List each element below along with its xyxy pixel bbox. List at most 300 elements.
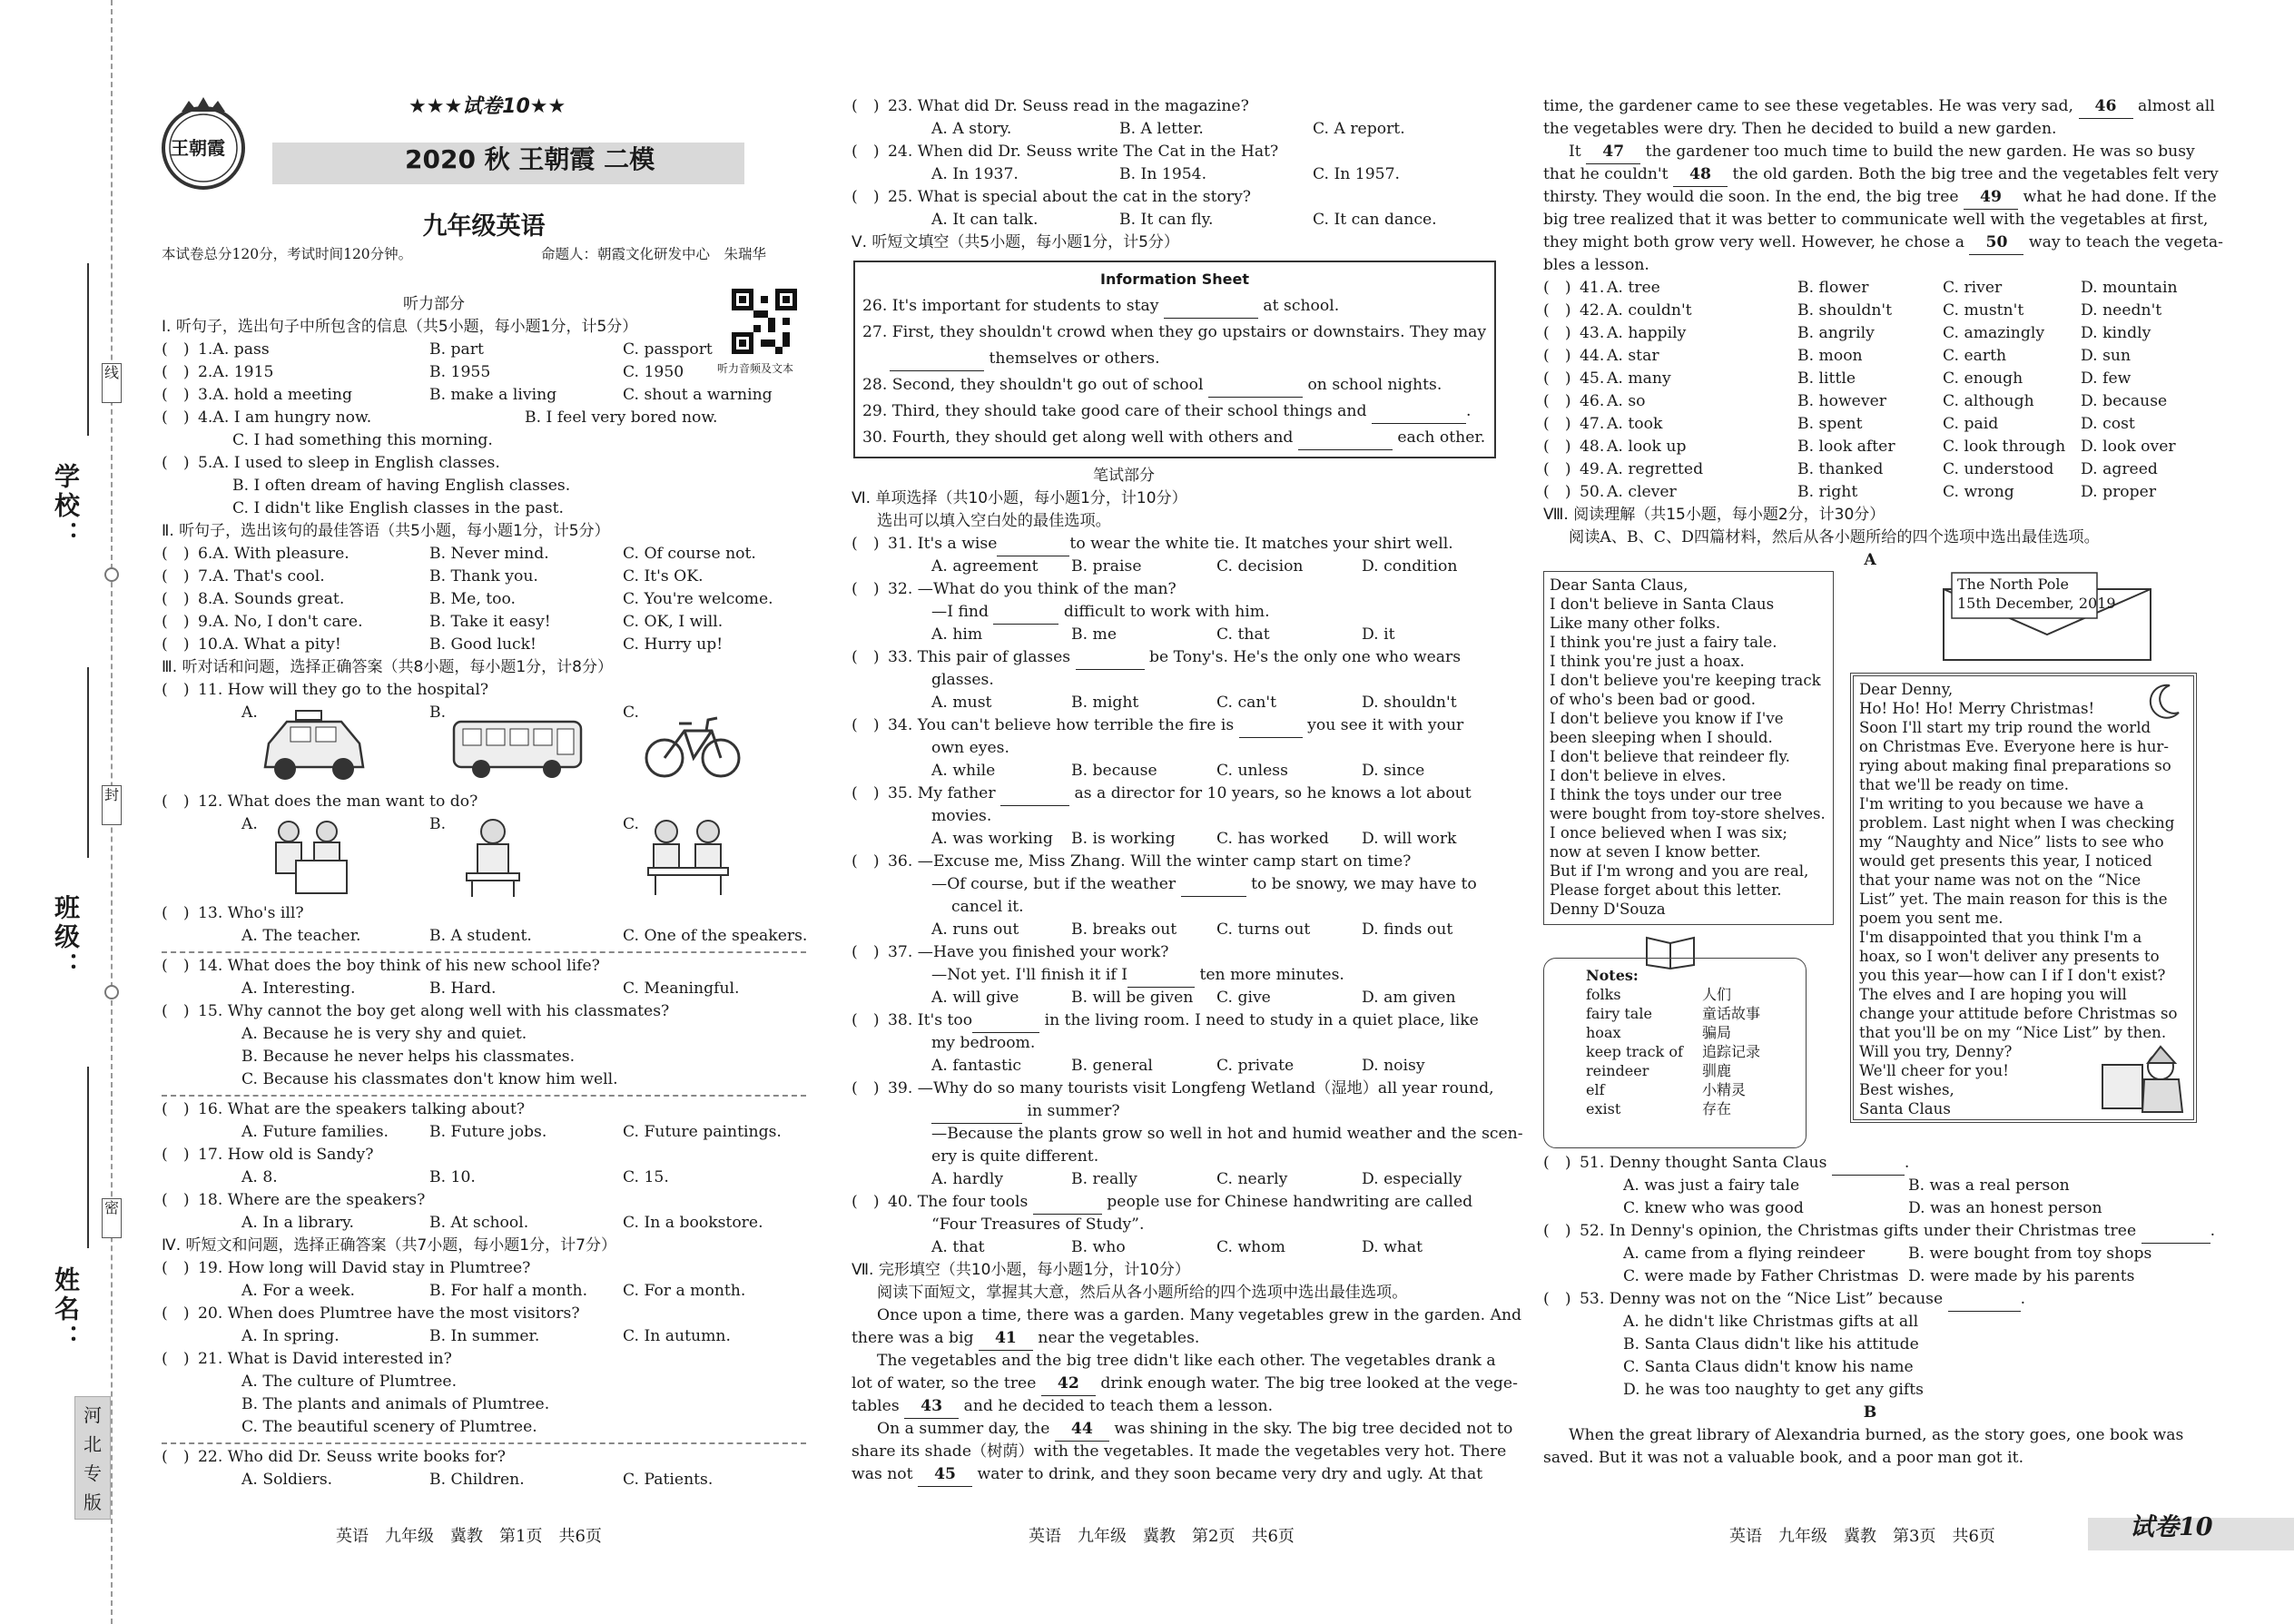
- question-number: 9.: [198, 613, 213, 631]
- question-12: ( ) 12. What does the man want to do?: [162, 792, 478, 811]
- question-9: ( ) 9.A. No, I don't care. B. Take it easy! C. OK, I will.: [162, 611, 806, 634]
- question-36: ( ) 36. —Excuse me, Miss Zhang. Will the winter camp start on time?: [852, 852, 1412, 871]
- question-text: 34. You can't believe how terrible the fire is: [888, 716, 1235, 734]
- question-number: 10.: [198, 635, 223, 654]
- answer-paren[interactable]: ( ): [1543, 415, 1571, 433]
- question-18-options: [162, 1212, 806, 1235]
- answer-paren[interactable]: ( ): [1543, 347, 1571, 365]
- option-a: A. tree: [1607, 279, 1660, 297]
- footer-paper-tag: 试卷10: [2130, 1513, 2213, 1541]
- option-a: A. will give: [931, 989, 1019, 1007]
- letter-line: rying about making final preparations so: [1859, 757, 2171, 774]
- letter-line: I once believed when I was six;: [1550, 824, 1788, 842]
- option-d: D. shouldn't: [1362, 694, 1457, 712]
- blank-text: each other.: [1397, 428, 1486, 447]
- cloze-fragment: the gardener too much time to build the new garden. He was so busy: [1645, 143, 2195, 161]
- cloze-fragment: what he had done. If the: [2023, 188, 2217, 206]
- option-b: B. was a real person: [1908, 1176, 2070, 1195]
- letter-line: that your name was not on the “Nice: [1859, 871, 2141, 889]
- option-b: B. angrily: [1797, 324, 1875, 342]
- question-2: ( ) 2.A. 1915 B. 1955 C. 1950: [162, 361, 806, 384]
- question-text: 20. When does Plumtree have the most visitors?: [198, 1304, 580, 1323]
- footer-page-1: 英语 九年级 冀教 第1页 共6页: [336, 1527, 602, 1546]
- note-row: [1586, 985, 1795, 1004]
- note-meaning: 驯鹿: [1702, 1062, 1732, 1079]
- answer-paren[interactable]: ( ): [1543, 438, 1571, 456]
- question-52-options: [1543, 1265, 2197, 1288]
- seal-mark-mi: 密: [102, 1198, 122, 1238]
- question-text: in summer?: [1027, 1102, 1120, 1120]
- option-c: C. It's OK.: [623, 567, 704, 586]
- cloze-question: [1543, 458, 2197, 481]
- class-line: [87, 667, 89, 858]
- moon-icon: [2142, 682, 2182, 722]
- option-c: C. amazingly: [1943, 324, 2045, 342]
- answer-blank[interactable]: [1164, 295, 1258, 319]
- name-label: 姓名：: [51, 1266, 81, 1353]
- answer-blank[interactable]: [1208, 374, 1303, 398]
- answer-paren[interactable]: ( ): [1543, 369, 1571, 388]
- question-38-cont: my bedroom.: [931, 1034, 1036, 1052]
- option-c: C. private: [1216, 1057, 1295, 1075]
- question-text: 31. It's a wise: [888, 535, 998, 553]
- cloze-blank-48: 48: [1673, 163, 1728, 187]
- question-10: ( ) 10.A. What a pity! B. Good luck! C. Hurry up!: [162, 634, 806, 656]
- envelope-line: 15th December, 2019: [1957, 595, 2116, 612]
- option-a: A. Interesting.: [241, 979, 356, 998]
- option-b: B. me: [1071, 625, 1117, 644]
- option-b: B. were bought from toy shops: [1908, 1245, 2152, 1263]
- question-text: you see it with your: [1307, 716, 1464, 734]
- option-b: B. In 1954.: [1119, 165, 1207, 183]
- question-36-cont: cancel it.: [951, 898, 1024, 916]
- cloze-fragment: tables: [852, 1397, 900, 1415]
- option-a: A. hardly: [931, 1170, 1004, 1188]
- cloze-fragment: that he couldn't: [1543, 165, 1669, 183]
- question-number: 1.: [198, 340, 213, 359]
- option-d: D. condition: [1362, 557, 1458, 576]
- question-text: 53. Denny was not on the “Nice List” because: [1580, 1290, 1944, 1308]
- option-a: A. A story.: [931, 120, 1012, 138]
- question-40: ( ) 40. The four tools people use for Chinese handwriting are called: [852, 1191, 1503, 1214]
- blank-text: 26. It's important for students to stay: [862, 297, 1159, 315]
- letter-line: List” yet. The main reason for this is the: [1859, 891, 2168, 908]
- question-32: ( ) 32. —What do you think of the man?: [852, 580, 1177, 598]
- cloze-fragment: near the vegetables.: [1038, 1329, 1200, 1347]
- note-term: folks: [1586, 986, 1621, 1003]
- taxi-icon: [260, 707, 369, 784]
- reading-b-text: When the great library of Alexandria burned, as the story goes, one book was: [1569, 1426, 2184, 1444]
- question-40-cont: “Four Treasures of Study”.: [931, 1216, 1145, 1234]
- option-b: B. A letter.: [1119, 120, 1204, 138]
- option-d: D. agreed: [2081, 460, 2158, 478]
- cloze-text: [1543, 141, 2197, 163]
- option-c: C. You're welcome.: [623, 590, 773, 608]
- option-b: B. Hard.: [429, 979, 497, 998]
- question-number: 48.: [1580, 438, 1605, 456]
- cloze-text: [852, 1395, 1503, 1418]
- option-c: C. river: [1943, 279, 2003, 297]
- notes-list: [1586, 985, 1795, 1118]
- option-b: B. It can fly.: [1119, 211, 1214, 229]
- letter-line: Ho! Ho! Ho! Merry Christmas!: [1859, 700, 2095, 717]
- cloze-question: [1543, 368, 2197, 390]
- blank-29: [862, 400, 1487, 427]
- information-sheet: [853, 261, 1496, 458]
- blank-text: themselves or others.: [989, 349, 1160, 368]
- cloze-questions: [1543, 277, 2197, 504]
- cloze-fragment: water to drink, and they soon became very dry and ugly. At that: [977, 1465, 1483, 1483]
- option-b: B. because: [1071, 762, 1157, 780]
- option-b: B. Santa Claus didn't like his attitude: [1623, 1335, 1919, 1353]
- letter-line: hoax, so I won't deliver any presents to: [1859, 948, 2160, 965]
- cloze-fragment: and he decided to teach them a lesson.: [963, 1397, 1274, 1415]
- option-b: B. The plants and animals of Plumtree.: [241, 1395, 550, 1413]
- question-text: 13. Who's ill?: [198, 904, 304, 922]
- question-11-pictures: [162, 702, 806, 791]
- question-text: 38. It's too: [888, 1011, 973, 1029]
- question-18: ( ) 18. Where are the speakers?: [162, 1191, 426, 1209]
- option-c: C. turns out: [1216, 920, 1311, 939]
- person-studying-icon: [461, 817, 525, 899]
- picture-label-b: B.: [429, 704, 447, 722]
- option-c: C. whom: [1216, 1238, 1285, 1256]
- option-d: D. finds out: [1362, 920, 1453, 939]
- cloze-fragment: the old garden. Both the big tree and the vegetables felt very: [1732, 165, 2219, 183]
- option-d: D. needn't: [2081, 301, 2162, 320]
- cloze-text: the vegetables were dry. Then he decided to build a new garden.: [1543, 120, 2057, 138]
- note-term: exist: [1586, 1100, 1621, 1117]
- cloze-question: [1543, 436, 2197, 458]
- letter-line: I'm disappointed that you think I'm a: [1859, 929, 2142, 946]
- question-35-options: [852, 828, 1503, 851]
- option-c: C. Meaningful.: [623, 979, 740, 998]
- letter-line: Please forget about this letter.: [1550, 881, 1782, 899]
- option-b: B. will be given: [1071, 989, 1194, 1007]
- question-text: 23. What did Dr. Seuss read in the magazine?: [888, 97, 1249, 115]
- cloze-question: [1543, 345, 2197, 368]
- option-b: B. I often dream of having English classes.: [232, 477, 571, 495]
- option-d: D. look over: [2081, 438, 2176, 456]
- option-b: B. 10.: [429, 1168, 476, 1186]
- option-a: A. regretted: [1607, 460, 1704, 478]
- question-34-cont: own eyes.: [931, 739, 1009, 757]
- answer-blank[interactable]: [890, 348, 984, 371]
- question-number: 45.: [1580, 369, 1605, 388]
- question-16: ( ) 16. What are the speakers talking about?: [162, 1100, 526, 1118]
- question-19-options: [162, 1280, 806, 1303]
- section-5-title: Ⅴ. 听短文填空（共5小题，每小题1分，计5分）: [852, 233, 1179, 251]
- option-a: A. In spring.: [241, 1327, 340, 1345]
- cloze-question: [1543, 481, 2197, 504]
- section-6-sub: 选出可以填入空白处的最佳选项。: [877, 512, 1111, 530]
- option-a: A. In a library.: [241, 1214, 354, 1232]
- envelope-line: The North Pole: [1957, 576, 2069, 593]
- option-a: A. so: [1607, 392, 1646, 410]
- santa-claus-icon: [2097, 1043, 2188, 1116]
- option-c: C. paid: [1943, 415, 1999, 433]
- option-b: B. shouldn't: [1797, 301, 1893, 320]
- question-39-cont: —Because the plants grow so well in hot and humid weather and the scen-: [931, 1125, 1523, 1143]
- people-at-counter-icon: [269, 817, 350, 899]
- picture-label-c: C.: [623, 815, 640, 833]
- blank-27: 27. First, they shouldn't crowd when they go upstairs or downstairs. They may: [862, 323, 1487, 341]
- question-number: 49.: [1580, 460, 1605, 478]
- option-a: A. 8.: [241, 1168, 278, 1186]
- question-33: ( ) 33. This pair of glasses be Tony's. He's the only one who wears: [852, 646, 1503, 669]
- school-label: 学校：: [51, 463, 81, 550]
- letter-line: problem. Last night when I was checking: [1859, 814, 2175, 832]
- option-c: C. were made by Father Christmas: [1623, 1267, 1899, 1285]
- note-term: fairy tale: [1586, 1005, 1652, 1022]
- option-a: A. was working: [931, 830, 1053, 848]
- letter-line: Dear Santa Claus,: [1550, 576, 1689, 594]
- option-a: A. Sounds great.: [212, 590, 345, 608]
- option-a: A. No, I don't care.: [212, 613, 363, 631]
- cloze-fragment: thirsty. They would die soon. In the end, the big tree: [1543, 188, 1959, 206]
- question-number: 47.: [1580, 415, 1605, 433]
- option-d: D. he was too naughty to get any gifts: [1623, 1381, 1924, 1399]
- note-term: elf: [1586, 1081, 1605, 1098]
- option-d: D. were made by his parents: [1908, 1267, 2135, 1285]
- option-c: C. Of course not.: [623, 545, 756, 563]
- question-25: ( ) 25. What is special about the cat in the story?: [852, 188, 1252, 206]
- question-text: 25. What is special about the cat in the story?: [888, 188, 1252, 206]
- cloze-fragment: On a summer day, the: [877, 1420, 1050, 1438]
- question-text: 37. —Have you finished your work?: [888, 943, 1169, 961]
- blank-text: at school.: [1263, 297, 1340, 315]
- question-31: ( ) 31. It's a wise to wear the white tie. It matches your shirt well.: [852, 533, 1503, 556]
- note-row: [1586, 1023, 1795, 1042]
- picture-label-c: C.: [623, 704, 640, 722]
- notes-title: Notes:: [1586, 967, 1639, 984]
- option-c: C. passport: [623, 340, 713, 359]
- option-c: C. It can dance.: [1313, 211, 1437, 229]
- letter-line: you this year—how can I if I don't exist?: [1859, 967, 2166, 984]
- cloze-fragment: time, the gardener came to see these vegetables. He was very sad,: [1543, 97, 2074, 115]
- option-b: B. look after: [1797, 438, 1895, 456]
- question-40-options: [852, 1236, 1503, 1259]
- cloze-fragment: was not: [852, 1465, 913, 1483]
- letter-line: Will you try, Denny?: [1859, 1043, 2013, 1060]
- question-text: 12. What does the man want to do?: [198, 792, 478, 811]
- answer-blank: [1832, 1152, 1905, 1176]
- question-8: ( ) 8.A. Sounds great. B. Me, too. C. You're welcome.: [162, 588, 806, 611]
- answer-paren[interactable]: ( ): [1543, 301, 1571, 320]
- question-text: 36. —Excuse me, Miss Zhang. Will the winter camp start on time?: [888, 852, 1412, 871]
- question-tail: .: [1904, 1154, 1910, 1172]
- answer-blank: [931, 1100, 1022, 1124]
- option-c: C. understood: [1943, 460, 2054, 478]
- question-38: ( ) 38. It's too in the living room. I need to study in a quiet place, like: [852, 1009, 1503, 1032]
- exam-info-row: [162, 243, 806, 266]
- letter-line: I don't believe you know if I've: [1550, 710, 1784, 727]
- note-meaning: 小精灵: [1702, 1081, 1747, 1098]
- answer-paren[interactable]: ( ): [1543, 324, 1571, 342]
- option-b: B. At school.: [429, 1214, 529, 1232]
- question-37-options: [852, 987, 1503, 1009]
- option-c: C. that: [1216, 625, 1270, 644]
- cloze-question: [1543, 390, 2197, 413]
- section-4-title: Ⅳ. 听短文和问题，选择正确答案（共7小题，每小题1分，计7分）: [162, 1236, 616, 1255]
- answer-paren[interactable]: ( ): [1543, 460, 1571, 478]
- question-number: 3.: [198, 386, 213, 404]
- letter-line: I don't believe in Santa Claus: [1550, 595, 1775, 613]
- people-at-table-icon: [643, 817, 733, 899]
- question-number: 5.: [198, 454, 213, 472]
- letter-line: been sleeping when I should.: [1550, 729, 1773, 746]
- notes-box: [1543, 934, 1816, 1152]
- note-meaning: 追踪记录: [1702, 1043, 1761, 1060]
- cloze-text: [852, 1418, 1513, 1441]
- option-a: A. happily: [1607, 324, 1687, 342]
- question-text: 22. Who did Dr. Seuss write books for?: [198, 1448, 506, 1466]
- question-19: ( ) 19. How long will David stay in Plumtree?: [162, 1259, 531, 1277]
- blank-text: 28. Second, they shouldn't go out of school: [862, 376, 1204, 394]
- option-c: C. can't: [1216, 694, 1277, 712]
- option-c: C. nearly: [1216, 1170, 1288, 1188]
- question-32-cont: [852, 601, 1503, 624]
- cloze-blank-47: 47: [1586, 141, 1640, 164]
- question-39: ( ) 39. —Why do so many tourists visit Longfeng Wetland（湿地）all year round,: [852, 1079, 1494, 1097]
- cloze-question: [1543, 300, 2197, 322]
- blank-30: [862, 427, 1487, 453]
- letter-line: would get presents this year, I noticed: [1859, 852, 2152, 870]
- option-a: A. 1915: [212, 363, 274, 381]
- blank-27-cont: [862, 348, 1487, 374]
- option-b: B. Take it easy!: [429, 613, 551, 631]
- option-a: A. look up: [1607, 438, 1687, 456]
- option-c: C. 1950: [623, 363, 684, 381]
- blank-text: .: [1465, 402, 1472, 420]
- answer-blank: [1000, 782, 1069, 806]
- question-number: 50.: [1580, 483, 1605, 501]
- option-b: B. thanked: [1797, 460, 1884, 478]
- option-d: D. especially: [1362, 1170, 1462, 1188]
- option-d: D. few: [2081, 369, 2132, 388]
- answer-paren[interactable]: ( ): [1543, 392, 1571, 410]
- section-8-title: Ⅷ. 阅读理解（共15小题，每小题2分，计30分）: [1543, 506, 1885, 524]
- option-d: D. since: [1362, 762, 1425, 780]
- question-text: —Of course, but if the weather: [931, 875, 1177, 893]
- option-a: A. Future families.: [241, 1123, 389, 1141]
- question-text: to wear the white tie. It matches your shirt well.: [1069, 535, 1453, 553]
- option-b: B. Never mind.: [429, 545, 549, 563]
- option-b: B. little: [1797, 369, 1856, 388]
- cloze-fragment: almost all: [2137, 97, 2215, 115]
- answer-paren[interactable]: ( ): [1543, 279, 1571, 297]
- picture-label-a: A.: [241, 815, 258, 833]
- option-c: C. For a month.: [623, 1282, 746, 1300]
- question-4: ( ) 4.A. I am hungry now. B. I feel very bored now.: [162, 407, 806, 429]
- option-c: C. enough: [1943, 369, 2023, 388]
- denny-letter: [1543, 571, 1834, 925]
- question-17-options: [162, 1166, 806, 1189]
- cloze-fragment: was shining in the sky. The big tree decided not to: [1114, 1420, 1513, 1438]
- answer-blank[interactable]: [1298, 427, 1393, 450]
- letter-line: The elves and I are hoping you will: [1859, 986, 2127, 1003]
- question-text: —I find: [931, 603, 989, 621]
- option-d: D. proper: [2081, 483, 2157, 501]
- question-number: 8.: [198, 590, 213, 608]
- option-a: A. It can talk.: [931, 211, 1039, 229]
- question-3: ( ) 3.A. hold a meeting B. make a living C. shout a warning: [162, 384, 806, 407]
- divider: [162, 951, 806, 953]
- option-a: A. star: [1607, 347, 1659, 365]
- question-1: ( ) 1.A. pass B. part C. passport: [162, 339, 806, 361]
- column-1: [162, 211, 806, 1491]
- answer-blank: [993, 601, 1058, 625]
- question-text: people use for Chinese handwriting are called: [1107, 1193, 1473, 1211]
- question-53: ( ) 53. Denny was not on the “Nice List” because .: [1543, 1288, 2197, 1311]
- letter-line: Santa Claus: [1859, 1100, 1951, 1117]
- footer-page-2: 英语 九年级 冀教 第2页 共6页: [1029, 1527, 1295, 1546]
- question-51-options: [1543, 1175, 2197, 1197]
- question-text: 18. Where are the speakers?: [198, 1191, 426, 1209]
- answer-paren[interactable]: ( ): [1543, 483, 1571, 501]
- cloze-question: [1543, 277, 2197, 300]
- cloze-text: [1543, 163, 2219, 186]
- question-number: 2.: [198, 363, 213, 381]
- cloze-fragment: It: [1569, 143, 1581, 161]
- question-36-cont: [852, 873, 1503, 896]
- question-text: —Not yet. I'll finish it if I: [931, 966, 1127, 984]
- option-a: A. couldn't: [1607, 301, 1692, 320]
- note-meaning: 人们: [1702, 986, 1732, 1003]
- option-a: A. For a week.: [241, 1282, 355, 1300]
- option-c: C. unless: [1216, 762, 1288, 780]
- option-b: B. Because he never helps his classmates.: [241, 1048, 576, 1066]
- question-34-options: [852, 760, 1503, 782]
- option-a: A. while: [931, 762, 996, 780]
- cloze-fragment: way to teach the vegeta-: [2028, 233, 2223, 251]
- page-title: 2020 秋 王朝霞 二模: [405, 144, 655, 174]
- note-row: [1586, 1042, 1795, 1061]
- option-c: C. In 1957.: [1313, 165, 1400, 183]
- question-number: 43.: [1580, 324, 1605, 342]
- notes-content: [1543, 958, 1807, 1148]
- note-row: [1586, 1061, 1795, 1080]
- question-text: 14. What does the boy think of his new school life?: [198, 957, 600, 975]
- option-c: C. 15.: [623, 1168, 669, 1186]
- letter-line: Soon I'll start my trip round the world: [1859, 719, 2151, 736]
- option-b: B. right: [1797, 483, 1858, 501]
- option-c: C. Because his classmates don't know him well.: [241, 1070, 618, 1088]
- letter-line: my “Naughty and Nice” lists to see who: [1859, 833, 2164, 851]
- question-35: ( ) 35. My father as a director for 10 years, so he knows a lot about: [852, 782, 1503, 805]
- cloze-text: [852, 1463, 1503, 1486]
- option-c: C. Future paintings.: [623, 1123, 782, 1141]
- question-33-options: [852, 692, 1503, 714]
- question-36-options: [852, 919, 1503, 941]
- part-a-label: A: [1864, 551, 1876, 569]
- option-b: B. In summer.: [429, 1327, 540, 1345]
- answer-blank[interactable]: [1372, 400, 1466, 424]
- cloze-blank-42: 42: [1041, 1373, 1096, 1396]
- option-d: D. mountain: [2081, 279, 2178, 297]
- question-22-options: [162, 1469, 806, 1491]
- question-6: ( ) 6.A. With pleasure. B. Never mind. C. Of course not.: [162, 543, 806, 566]
- question-12-pictures: [162, 813, 806, 902]
- option-d: D. am given: [1362, 989, 1456, 1007]
- question-number: 46.: [1580, 392, 1605, 410]
- option-a: A. came from a flying reindeer: [1623, 1245, 1866, 1263]
- question-text: 35. My father: [888, 784, 996, 802]
- question-38-options: [852, 1055, 1503, 1078]
- section-6-title: Ⅵ. 单项选择（共10小题，每小题1分，计10分）: [852, 489, 1187, 507]
- question-39-cont: [852, 1100, 1503, 1123]
- option-c: C. I had something this morning.: [232, 431, 493, 449]
